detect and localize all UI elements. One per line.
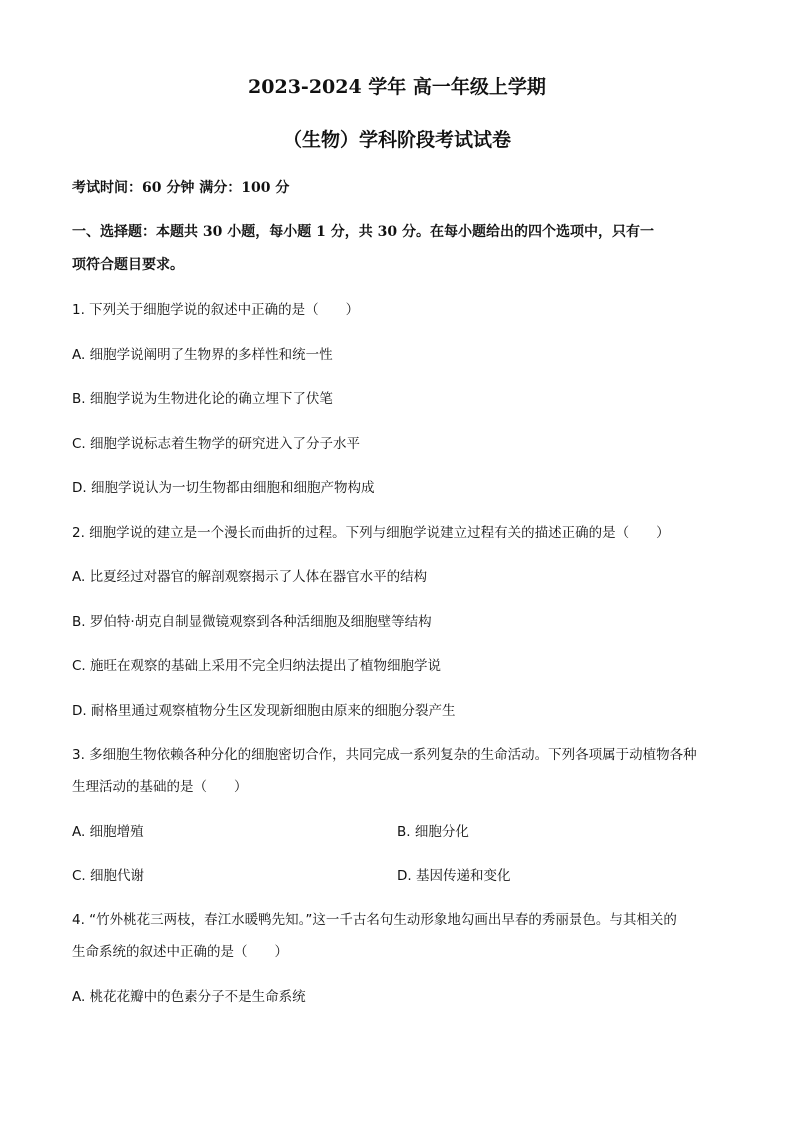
question-3-option-a: A. 细胞增殖 <box>72 824 144 840</box>
question-1-stem: 1. 下列关于细胞学说的叙述中正确的是（ ） <box>72 302 360 318</box>
section-heading-cont: 项符合题目要求。 <box>72 257 184 273</box>
question-3-option-d: D. 基因传递和变化 <box>397 868 511 884</box>
question-2-option-d: D. 耐格里通过观察植物分生区发现新细胞由原来的细胞分裂产生 <box>72 703 456 719</box>
question-3-option-b: B. 细胞分化 <box>397 824 469 840</box>
question-1-option-b: B. 细胞学说为生物进化论的确立埋下了伏笔 <box>72 391 333 407</box>
question-2-option-c: C. 施旺在观察的基础上采用不完全归纳法提出了植物细胞学说 <box>72 658 442 674</box>
question-1-option-a: A. 细胞学说阐明了生物界的多样性和统一性 <box>72 347 333 363</box>
question-3-option-c: C. 细胞代谢 <box>72 868 145 884</box>
section-heading: 一、选择题：本题共 30 小题，每小题 1 分，共 30 分。在每小题给出的四个选项中，只有一 <box>72 224 654 240</box>
question-4-stem: 4. “竹外桃花三两枝，春江水暖鸭先知。”这一千古名句生动形象地勾画出早春的秀丽景色。与其相关的 <box>72 912 677 928</box>
exam-title: 2023-2024 学年 高一年级上学期 <box>248 76 546 98</box>
question-3-stem: 3. 多细胞生物依赖各种分化的细胞密切合作，共同完成一系列复杂的生命活动。下列各项属于动植物各种 <box>72 747 697 763</box>
question-1-option-c: C. 细胞学说标志着生物学的研究进入了分子水平 <box>72 436 361 452</box>
question-3-stem-cont: 生理活动的基础的是（ ） <box>72 779 248 795</box>
question-2-stem: 2. 细胞学说的建立是一个漫长而曲折的过程。下列与细胞学说建立过程有关的描述正确的是（ ） <box>72 525 670 541</box>
question-4-option-a: A. 桃花花瓣中的色素分子不是生命系统 <box>72 989 306 1005</box>
question-4-stem-cont: 生命系统的叙述中正确的是（ ） <box>72 944 288 960</box>
question-2-option-b: B. 罗伯特·胡克自制显微镜观察到各种活细胞及细胞壁等结构 <box>72 614 432 630</box>
question-2-option-a: A. 比夏经过对器官的解剖观察揭示了人体在器官水平的结构 <box>72 569 428 585</box>
exam-subtitle: （生物）学科阶段考试试卷 <box>282 129 511 151</box>
question-1-option-d: D. 细胞学说认为一切生物都由细胞和细胞产物构成 <box>72 480 375 496</box>
exam-info: 考试时间：60 分钟 满分：100 分 <box>72 180 290 196</box>
